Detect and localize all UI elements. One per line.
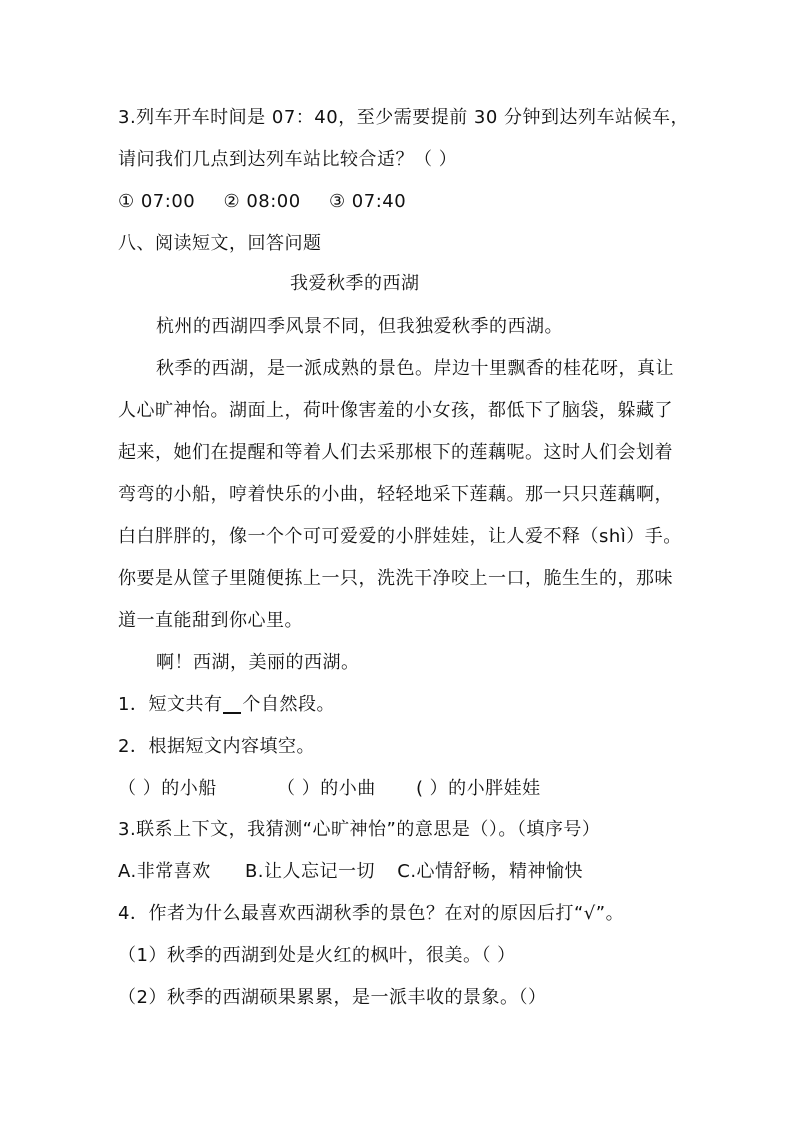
passage-line: 人心旷神怡。湖面上，荷叶像害羞的小女孩，都低下了脑袋，躲藏了: [118, 400, 673, 421]
passage-line: 起来，她们在提醒和等着人们去采那根下的莲藕呢。这时人们会划着: [118, 442, 673, 463]
option-b: B.让人忘记一切: [244, 861, 376, 882]
passage-paragraph: 秋季的西湖，是一派成熟的景色。岸边十里飘香的桂花呀，真让: [156, 358, 674, 379]
question-2-fill-row: [118, 777, 541, 801]
passage-title: 我爱秋季的西湖: [290, 273, 420, 294]
question-4: 4．作者为什么最喜欢西湖秋季的景色？在对的原因后打“√”。: [118, 903, 625, 924]
question-1-text: 1．短文共有: [118, 694, 223, 715]
question-4-item-1: （1）秋季的西湖到处是火红的枫叶，很美。（ ）: [118, 945, 516, 966]
passage-paragraph: 杭州的西湖四季风景不同，但我独爱秋季的西湖。: [156, 316, 563, 337]
question-1: [118, 693, 335, 717]
fill-blank-tune[interactable]: （ ）的小曲: [276, 778, 376, 799]
fill-blank-boat[interactable]: （ ）的小船: [118, 778, 217, 799]
option-1: ① 07:00: [118, 191, 196, 212]
passage-line: 道一直能甜到你心里。: [118, 610, 303, 631]
question-3b-options: [118, 860, 583, 884]
answer-blank[interactable]: [223, 694, 241, 714]
fill-blank-doll[interactable]: ( ）的小胖娃娃: [415, 778, 541, 799]
question-4-item-2: （2）秋季的西湖硕果累累，是一派丰收的景象。（）: [118, 987, 547, 1008]
option-3: ③ 07:40: [328, 191, 407, 212]
option-c: C.心情舒畅，精神愉快: [397, 861, 584, 882]
passage-line: 弯弯的小船，哼着快乐的小曲，轻轻地采下莲藕。那一只只莲藕啊，: [118, 484, 673, 505]
question-1-text-end: 个自然段。: [242, 694, 335, 715]
question-3b: 3.联系上下文，我猜测“心旷神怡”的意思是（）。（填序号）: [118, 819, 601, 840]
option-a: A.非常喜欢: [118, 861, 211, 882]
question-2: 2．根据短文内容填空。: [118, 736, 315, 757]
option-2: ② 08:00: [223, 191, 301, 212]
question-3-line-1: 3.列车开车时间是 07：40，至少需要提前 30 分钟到达列车站候车，: [118, 107, 690, 128]
passage-line: 你要是从筐子里随便拣上一只，洗洗干净咬上一口，脆生生的，那味: [118, 568, 673, 589]
section-heading: 八、阅读短文，回答问题: [118, 233, 322, 254]
passage-line: 白白胖胖的，像一个个可可爱爱的小胖娃娃，让人爱不释（shì）手。: [118, 526, 682, 547]
question-3-line-2: 请问我们几点到达列车站比较合适？（ ）: [118, 149, 458, 170]
question-3-options: [118, 190, 406, 214]
passage-paragraph: 啊！西湖，美丽的西湖。: [156, 652, 360, 673]
